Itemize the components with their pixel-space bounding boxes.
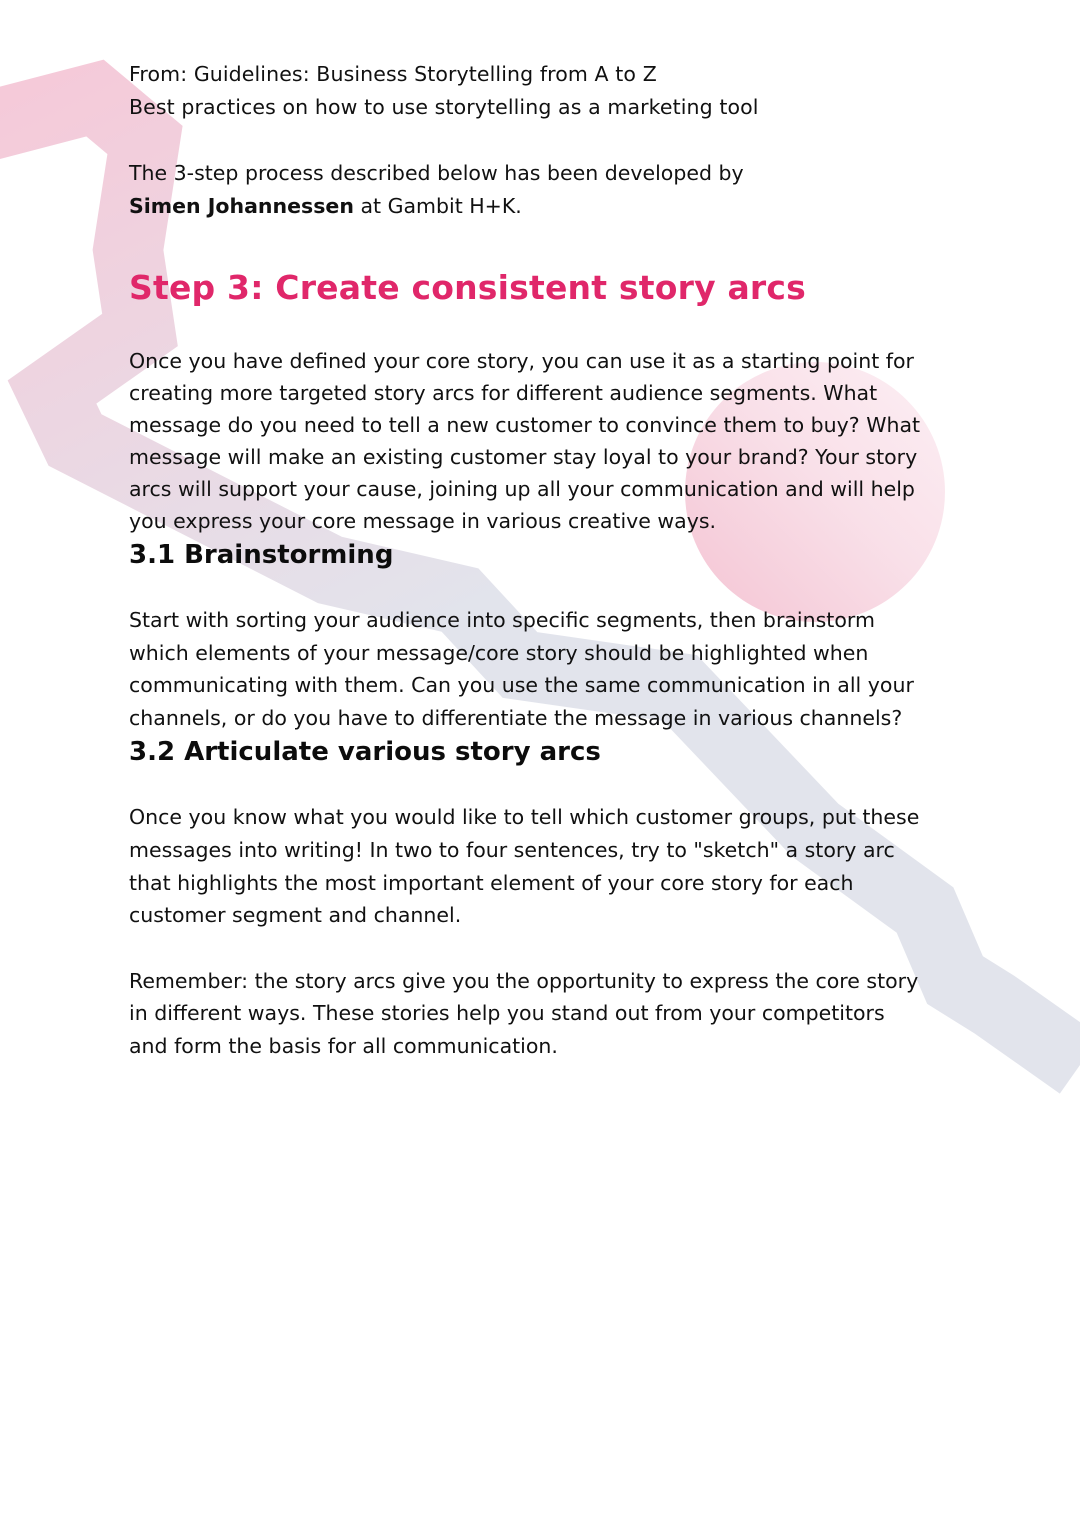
- section-paragraph: Remember: the story arcs give you the opportunity to express the core story in different ways. These stories help you stand out from your competitors and form the basis for all communication.: [129, 968, 919, 1058]
- intro-text-after: at Gambit H+K.: [360, 194, 522, 218]
- section-paragraph: Once you know what you would like to tell which customer groups, put these messages into writing! In two to four sentences, try to "sketch" a story arc that highlights the most important element of your core story for each customer segment and channel.: [129, 805, 920, 928]
- intro-paragraph: [129, 157, 929, 223]
- intro-text: The 3-step process described below has been developed by: [129, 161, 744, 185]
- source-line: From: Guidelines: Business Storytelling from A to Z: [129, 62, 657, 86]
- page-title: Step 3: Create consistent story arcs: [129, 268, 807, 307]
- section-heading-brainstorming: 3.1 Brainstorming: [129, 540, 394, 570]
- author-name: Simen Johannessen: [129, 194, 354, 218]
- step-intro-paragraph: Once you have defined your core story, you can use it as a starting point for creating more targeted story arcs for different audience segments. What message do you need to tell a new customer to convince them to buy? What message will make an existing customer stay loyal to your brand? Your story arcs will support your cause, joining up all your communication and will help you express your core message in various creative ways.: [129, 349, 921, 533]
- section-paragraph: Start with sorting your audience into specific segments, then brainstorm which elements of your message/core story should be highlighted when communicating with them. Can you use the same communication in all your channels, or do you have to differentiate the message in various channels?: [129, 608, 914, 730]
- source-subtitle: Best practices on how to use storytelling as a marketing tool: [129, 95, 759, 119]
- document-content: [129, 58, 929, 1063]
- section-heading-story-arcs: 3.2 Articulate various story arcs: [129, 737, 601, 768]
